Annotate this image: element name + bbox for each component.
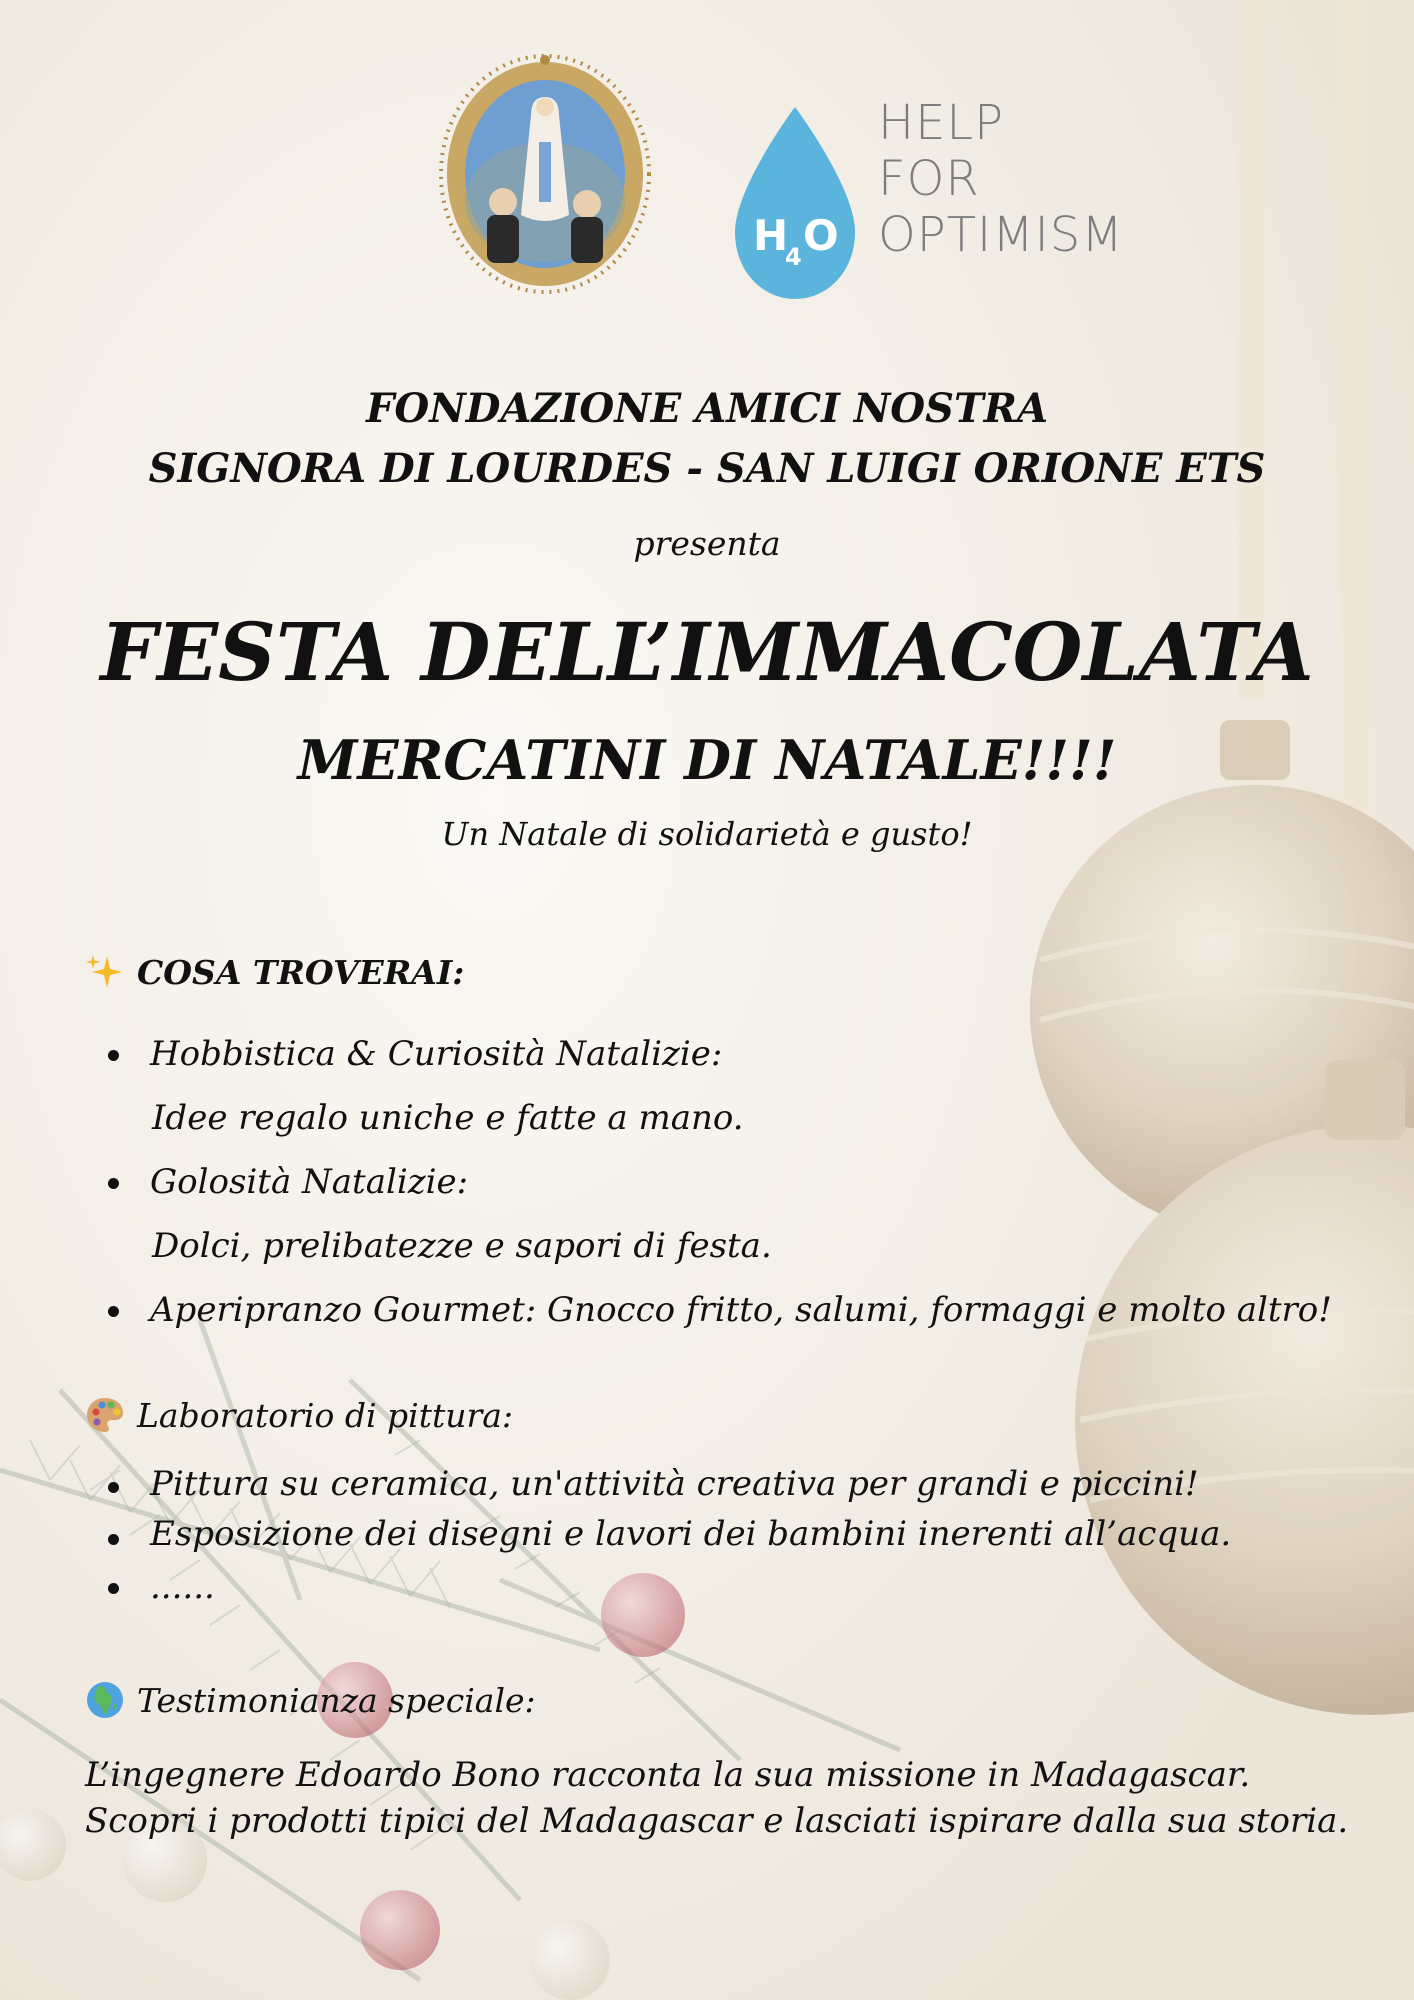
- item-label: Pittura su ceramica, un'attività creativa per grandi e piccini!: [150, 1464, 1199, 1504]
- cosa-list: [100, 1032, 722, 1077]
- item-detail: Dolci, prelibatezze e sapori di festa.: [152, 1226, 772, 1266]
- sparkles-icon: [85, 952, 125, 992]
- list-item: [100, 1462, 1231, 1512]
- list-item: [100, 1288, 1332, 1333]
- testimonianza-text: [85, 1752, 1348, 1844]
- bullet-icon: [108, 1178, 119, 1189]
- list-item: [100, 1565, 1231, 1610]
- logos-row: [0, 52, 1414, 302]
- section-testimonianza-title: Testimonianza speciale:: [137, 1680, 536, 1720]
- item-label: Aperipranzo Gourmet: Gnocco fritto, salumi, formaggi e molto altro!: [150, 1290, 1332, 1330]
- globe-africa-icon: [85, 1680, 125, 1720]
- palette-icon: [85, 1395, 125, 1435]
- organization-name-line1: FONDAZIONE AMICI NOSTRA: [365, 385, 1049, 432]
- bullet-icon: [108, 1482, 119, 1493]
- item-label: Esposizione dei disegni e lavori dei bambini inerenti all’acqua.: [150, 1514, 1232, 1554]
- item-label: ......: [150, 1567, 215, 1607]
- lab-list: [100, 1462, 1231, 1610]
- item-label: Golosità Natalizie:: [150, 1162, 469, 1202]
- svg-text:4: 4: [785, 243, 802, 271]
- cosa-list-3: [100, 1288, 1332, 1333]
- list-item: [100, 1160, 468, 1205]
- h4o-line-optimism: OPTIMISM: [878, 207, 1124, 263]
- cosa-list-2: [100, 1160, 468, 1205]
- event-subtitle: MERCATINI DI NATALE!!!!: [297, 728, 1117, 792]
- section-testimonianza-heading: [85, 1680, 536, 1720]
- event-tagline: Un Natale di solidarietà e gusto!: [441, 815, 973, 853]
- event-title: FESTA DELL’IMMACOLATA: [100, 605, 1314, 699]
- section-cosa-title: COSA TROVERAI:: [137, 952, 465, 992]
- bullet-icon: [108, 1534, 119, 1545]
- presents-text: presenta: [633, 524, 781, 563]
- section-cosa-heading: [85, 952, 465, 992]
- bullet-icon: [108, 1583, 119, 1594]
- section-lab-title: Laboratorio di pittura:: [137, 1395, 514, 1435]
- h4o-wordmark: [878, 95, 1124, 263]
- list-item: [100, 1512, 1231, 1565]
- list-item: [100, 1032, 722, 1077]
- section-lab-heading: [85, 1395, 513, 1435]
- svg-text:O: O: [803, 211, 839, 260]
- bullet-icon: [108, 1050, 119, 1061]
- bullet-icon: [108, 1306, 119, 1317]
- organization-name-line2: SIGNORA DI LOURDES - SAN LUIGI ORIONE ETS: [148, 445, 1266, 492]
- testimonianza-line-2: Scopri i prodotti tipici del Madagascar e lasciati ispirare dalla sua storia.: [85, 1801, 1349, 1841]
- lourdes-seal-logo: [435, 52, 655, 297]
- h4o-line-for: FOR: [878, 151, 980, 207]
- item-detail: Idee regalo uniche e fatte a mano.: [152, 1098, 744, 1138]
- testimonianza-line-1: L’ingegnere Edoardo Bono racconta la sua missione in Madagascar.: [85, 1755, 1251, 1795]
- svg-text:H: H: [753, 211, 789, 260]
- h4o-line-help: HELP: [878, 95, 1005, 151]
- item-label: Hobbistica & Curiosità Natalizie:: [150, 1034, 723, 1074]
